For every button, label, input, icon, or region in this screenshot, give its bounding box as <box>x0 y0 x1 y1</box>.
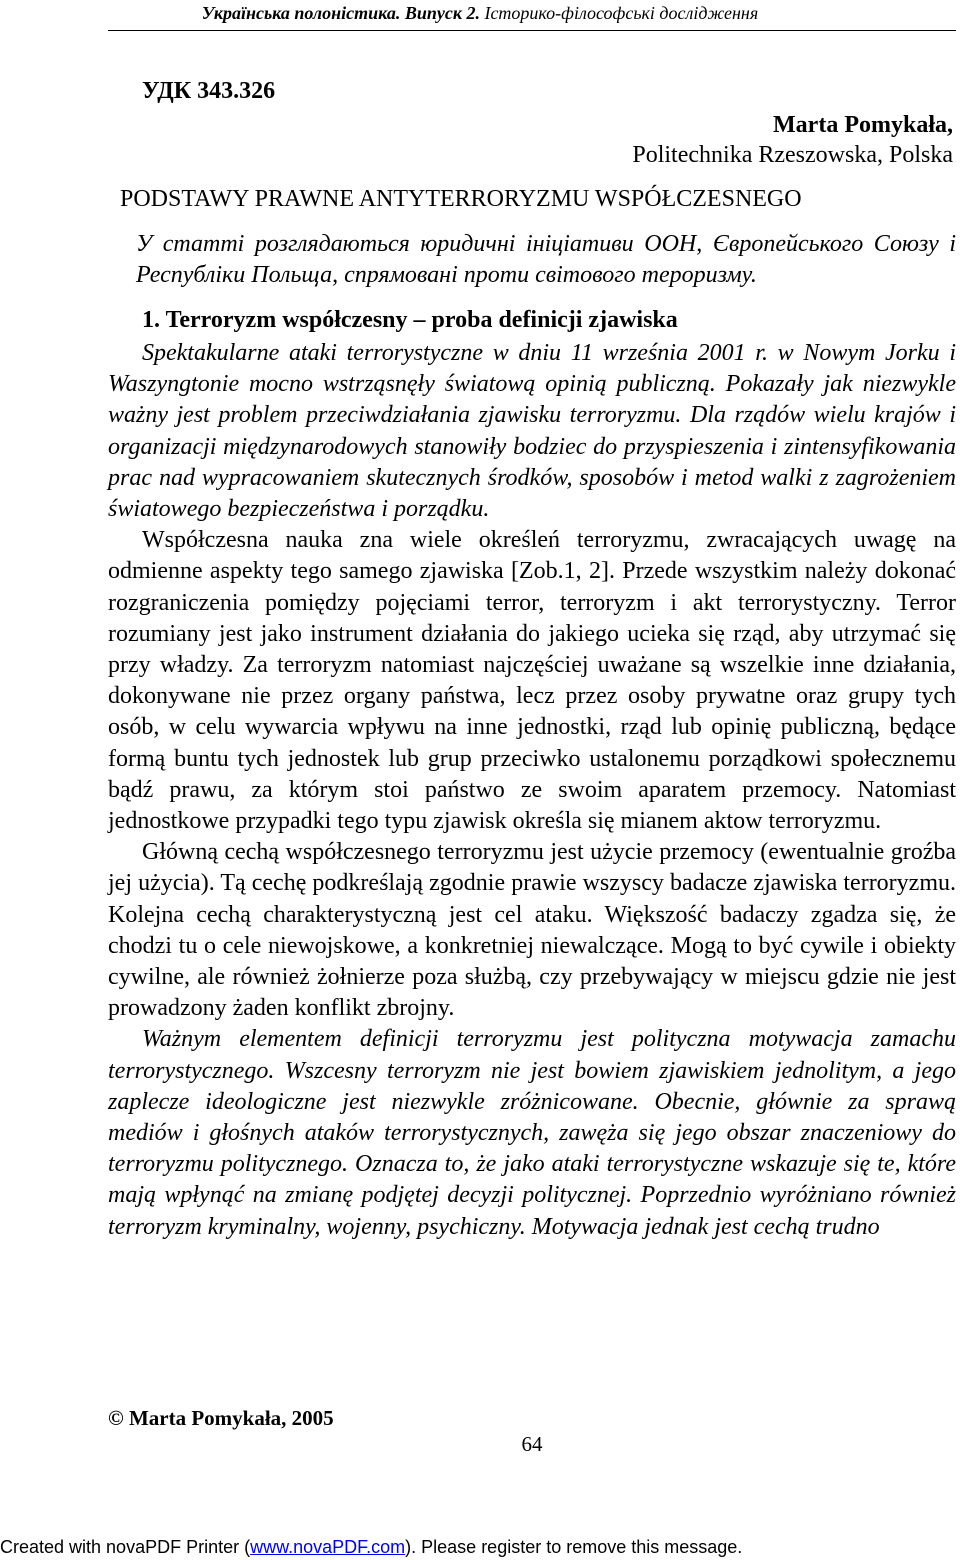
novapdf-link[interactable]: www.novaPDF.com <box>250 1537 406 1557</box>
running-header <box>0 3 960 24</box>
copyright-notice: © Marta Pomykała, 2005 <box>108 1406 334 1430</box>
article-title: PODSTAWY PRAWNE ANTYTERRORYZMU WSPÓŁCZESNEGO <box>120 186 802 212</box>
header-divider <box>108 30 956 31</box>
udk-code: УДК 343.326 <box>142 78 276 104</box>
paragraph-3: Główną cechą współczesnego terroryzmu jest użycie przemocy (ewentualnie groźba jej użycia). Tą cechę podkreślają zgodnie prawie wszyscy badacze zjawiska terroryzmu. Kolejna cechą charakterystyczną jest cel ataku. Większość badaczy zgadza się, że chodzi tu o cele niewojskowe, a konkretniej niewalczące. Mogą to być cywile i obiekty cywilne, ale również żołnierze poza służbą, czy przebywający w miejscu gdzie nie jest prowadzony żaden konflikt zbrojny. <box>108 839 956 1022</box>
banner-suffix: ). Please register to remove this message. <box>405 1537 743 1557</box>
abstract: У статті розглядаються юридичні ініціативи ООН, Європейського Союзу і Республіки Польща, спрямовані проти світового тероризму. <box>136 231 956 288</box>
banner-prefix: Created with novaPDF Printer ( <box>0 1537 251 1557</box>
author-name: Marta Pomykała, <box>773 112 953 138</box>
page-number: 64 <box>521 1432 543 1456</box>
article-body <box>108 338 956 1243</box>
author-affiliation: Politechnika Rzeszowska, Polska <box>632 142 953 168</box>
paragraph-1: Spektakularne ataki terrorystyczne w dniu 11 września 2001 r. w Nowym Jorku i Waszyngtonie mocno wstrząsnęły światową opinią publiczną. Pokazały jak niezwykle ważny jest problem przeciwdziałania zjawisku terroryzmu. Dla rządów wielu krajów i organizacji międzynarodowych stanowiły bodziec do przyspieszenia i zintensyfikowania prac nad wypracowaniem skutecznych środków, sposobów i metod walki z zagrożeniem światowego bezpieczeństwa i porządku. <box>108 340 956 523</box>
journal-name: Українська полоністика. Випуск 2. <box>201 3 480 23</box>
novapdf-banner <box>0 1537 960 1560</box>
paragraph-4: Ważnym elementem definicji terroryzmu jest polityczna motywacja zamachu terrorystycznego. Wszcesny terroryzm nie jest bowiem zjawiskiem jednolitym, a jego zaplecze ideologiczne jest niezwykle zróżnicowane. Obecnie, głównie za sprawą mediów i głośnych ataków terrorystycznych, zawęża się jego obszar znaczeniowy do terroryzmu politycznego. Oznacza to, że jako ataki terrorystyczne wskazuje się te, które mają wpłynąć na zmianę podjętej decyzji politycznej. Poprzednio wyróżniano również terroryzm kryminalny, wojenny, psychiczny. Motywacja jednak jest cechą trudno <box>108 1026 956 1240</box>
journal-series: Історико-філософські дослідження <box>484 3 759 23</box>
paragraph-2: Współczesna nauka zna wiele określeń terroryzmu, zwracających uwagę na odmienne aspekty tego samego zjawiska [Zob.1, 2]. Przede wszystkim należy dokonać rozgraniczenia pomiędzy pojęciami terror, terroryzm i akt terrorystyczny. Terror rozumiany jest jako instrument działania do jakiego ucieka się rząd, aby utrzymać się przy władzy. Za terroryzm natomiast najczęściej uważane są wszelkie inne działania, dokonywane nie przez organy państwa, lecz przez osoby prywatne oraz grupy tych osób, w celu wywarcia wpływu na inne jednostki, rząd lub opinię publiczną, będące formą buntu tych jednostek lub grup przeciwko ustalonemu porządkowi społecznemu bądź prawu, za którym stoi państwo ze swoim aparatem przemocy. Natomiast jednostkowe przypadki tego typu zjawisk określa się mianem aktow terroryzmu. <box>108 527 956 835</box>
section-heading: 1. Terroryzm współczesny – proba definicji zjawiska <box>142 307 678 333</box>
